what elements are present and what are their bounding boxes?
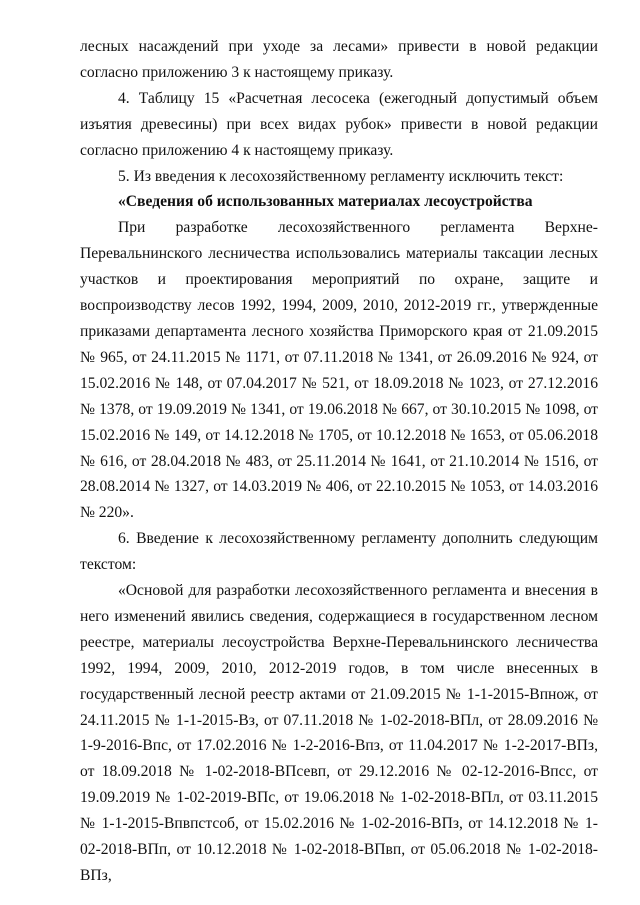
paragraph-item-4: 4. Таблицу 15 «Расчетная лесосека (ежегодный допустимый объем изъятия древесины) при всех видах рубок» привести в новой редакции согласно приложению 4 к настоящему приказу. — [80, 89, 598, 159]
paragraph-basis: «Основой для разработки лесохозяйственного регламента и внесения в него изменений явились сведения, содержащиеся в государственном лесном реестре, материалы лесоустройства Верхне-Перевальнинского лесничества 1992, 1994, 2009, 2010, 2012-2019 годов, в том числе внесенных в государственный лесной реестр актами от 21.09.2015 № 1-1-2015-Впнож, от 24.11.2015 № 1-1-2015-Вз, от 07.11.2018 № 1-02-2018-ВПл, от 28.09.2016 № 1-9-2016-Впс, от 17.02.2016 № 1-2-2016-Впз, от 11.04.2017 № 1-2-2017-ВПз, от 18.09.2018 № 1-02-2018-ВПсевп, от 29.12.2016 № 02-12-2016-Впсс, от 19.09.2019 № 1-02-2019-ВПс, от 19.06.2018 № 1-02-2018-ВПл, от 03.11.2015 № 1-1-2015-Впвпстсоб, от 15.02.2016 № 1-02-2016-ВПз, от 14.12.2018 № 1-02-2018-ВПп, от 10.12.2018 № 1-02-2018-ВПвп, от 05.06.2018 № 1-02-2018-ВПз, — [80, 582, 598, 884]
paragraph-continuation: лесных насаждений при уходе за лесами» привести в новой редакции согласно приложению 3 к настоящему приказу. — [80, 38, 598, 81]
paragraph-item-6: 6. Введение к лесохозяйственному регламенту дополнить следующим текстом: — [80, 530, 598, 574]
section-heading: «Сведения об использованных материалах лесоустройства — [118, 193, 533, 211]
paragraph-materials: При разработке лесохозяйственного регламента Верхне-Перевальнинского лесничества использовались материалы таксации лесных участков и проектирования мероприятий по охране, защите и воспроизводству лесов 1992, 1994, 2009, 2010, 2012-2019 гг., утвержденные приказами департамента лесного хозяйства Приморского края от 21.09.2015 № 965, от 24.11.2015 № 1171, от 07.11.2018 № 1341, от 26.09.2016 № 924, от 15.02.2016 № 148, от 07.04.2017 № 521, от 18.09.2018 № 1023, от 27.12.2016 № 1378, от 19.09.2019 № 1341, от 19.06.2018 № 667, от 30.10.2015 № 1098, от 15.02.2016 № 149, от 14.12.2018 № 1705, от 10.12.2018 № 1653, от 05.06.2018 № 616, от 28.04.2018 № 483, от 25.11.2014 № 1641, от 21.10.2014 № 1516, от 28.08.2014 № 1327, от 14.03.2019 № 406, от 22.10.2015 № 1053, от 14.03.2016 № 220». — [80, 219, 598, 522]
paragraph-item-5: 5. Из введения к лесохозяйственному регламенту исключить текст: — [118, 167, 564, 185]
document-page — [80, 34, 598, 889]
